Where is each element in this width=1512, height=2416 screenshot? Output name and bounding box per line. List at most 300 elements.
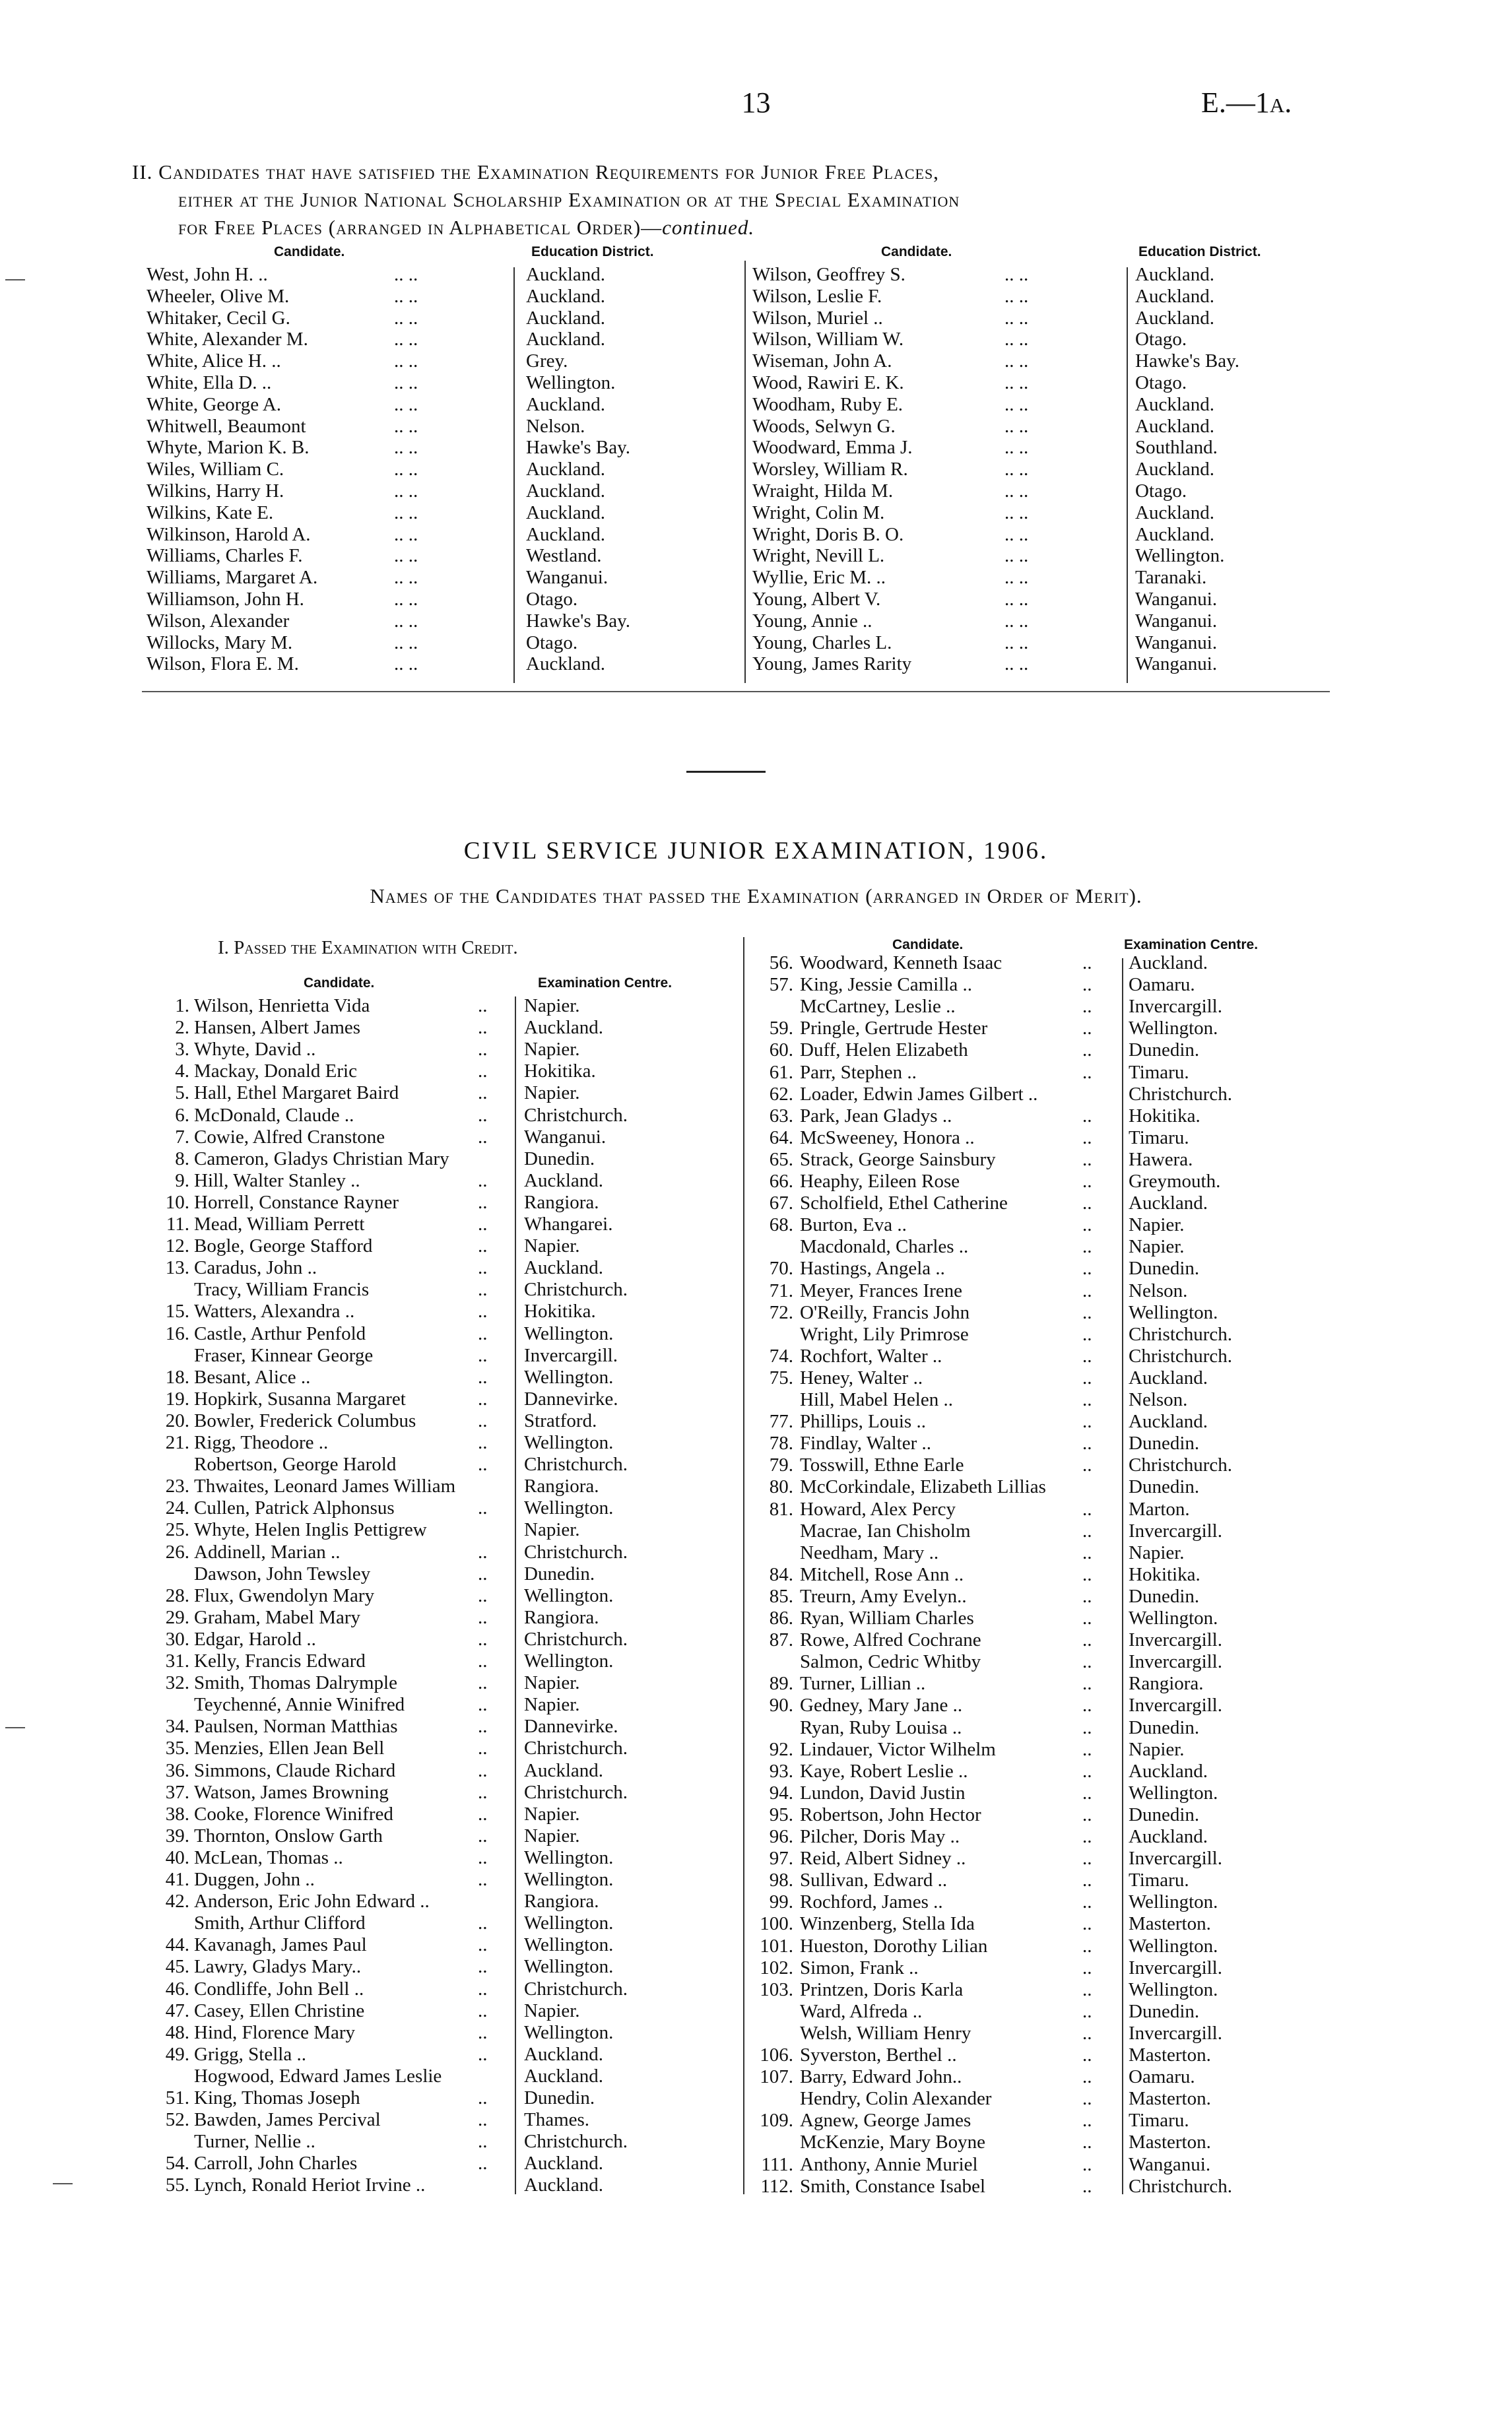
examination-centre: Invercargill. — [1129, 1651, 1222, 1673]
leader-dots: .. .. — [1004, 567, 1029, 589]
examination-centre: Timaru. — [1129, 1126, 1189, 1148]
candidate-name: Hill, Mabel Helen .. — [800, 1389, 953, 1410]
examination-centre: Auckland. — [524, 2043, 603, 2065]
candidate-name: Wheeler, Olive M. — [147, 285, 290, 307]
merit-row — [153, 2066, 734, 2087]
candidate-name: Winzenberg, Stella Ida — [800, 1913, 975, 1935]
merit-row — [752, 1018, 1333, 1039]
candidate-name: Horrell, Constance Rayner — [194, 1191, 399, 1213]
candidate-name: Wilkinson, Harold A. — [147, 523, 311, 545]
merit-number: 55. — [165, 2174, 189, 2196]
examination-centre: Christchurch. — [1129, 1345, 1233, 1367]
examination-centre: Napier. — [524, 2000, 580, 2021]
merit-number: 103. — [760, 1978, 793, 2000]
merit-row — [153, 1847, 734, 1869]
candidate-name: Hind, Florence Mary — [194, 2021, 356, 2043]
merit-row — [752, 974, 1333, 996]
leader-dots: .. — [1082, 1520, 1092, 1542]
candidate-name: Tosswill, Ethne Earle — [800, 1454, 964, 1476]
margin-mark — [5, 279, 25, 280]
leader-dots: .. — [478, 2021, 488, 2043]
candidate-name: Phillips, Louis .. — [800, 1411, 926, 1433]
candidate-name: Willocks, Mary M. — [147, 632, 293, 653]
merit-number: 87. — [769, 1629, 793, 1651]
candidate-name: Ward, Alfreda .. — [800, 2000, 923, 2022]
education-district: Otago. — [526, 632, 578, 653]
leader-dots: .. .. — [394, 372, 418, 393]
candidate-row — [752, 589, 1333, 610]
leader-dots: .. — [1082, 952, 1092, 973]
candidate-row — [147, 545, 727, 567]
candidate-row — [147, 286, 727, 308]
leader-dots: .. .. — [394, 264, 418, 285]
examination-centre: Invercargill. — [1129, 996, 1222, 1018]
heading-line-1: II. Candidates that have satisfied the Examination Requirements for Junior Free Places, — [132, 160, 939, 183]
candidate-name: Young, Albert V. — [752, 589, 881, 610]
merit-row — [153, 1912, 734, 1934]
candidate-name: White, Alice H. .. — [147, 350, 281, 372]
csj-subtitle: Names of the Candidates that passed the Examination (arranged in Order of Merit). — [370, 884, 1142, 907]
education-district: Taranaki. — [1135, 567, 1207, 589]
candidate-row — [147, 329, 727, 350]
candidate-name: O'Reilly, Francis John — [800, 1301, 970, 1323]
leader-dots: .. — [478, 1912, 488, 1934]
examination-centre: Stratford. — [524, 1410, 597, 1431]
candidate-name: Mead, William Perrett — [194, 1214, 365, 1235]
education-district: Nelson. — [526, 415, 585, 437]
education-district: Auckland. — [526, 523, 605, 545]
merit-number: 2. — [175, 1017, 189, 1039]
leader-dots: .. — [1082, 2022, 1092, 2044]
candidate-name: Syverston, Berthel .. — [800, 2044, 957, 2066]
merit-number: 64. — [769, 1126, 793, 1148]
candidate-name: Wood, Rawiri E. K. — [752, 372, 904, 393]
education-district: Westland. — [526, 545, 602, 567]
candidate-name: Salmon, Cedric Whitby — [800, 1651, 981, 1673]
education-district: Auckland. — [1135, 523, 1214, 545]
examination-centre: Invercargill. — [1129, 2022, 1222, 2044]
candidate-name: Flux, Gwendolyn Mary — [194, 1584, 375, 1606]
merit-row — [153, 2153, 734, 2174]
candidate-name: Whitwell, Beaumont — [147, 415, 306, 437]
leader-dots: .. — [478, 2153, 488, 2174]
candidate-name: Young, James Rarity — [752, 653, 912, 675]
education-district: Otago. — [1135, 480, 1187, 502]
examination-centre: Dunedin. — [524, 1148, 595, 1169]
merit-row — [153, 1388, 734, 1410]
examination-centre: Wellington. — [1129, 1301, 1218, 1323]
candidate-name: Besant, Alice .. — [194, 1366, 311, 1388]
merit-number: 79. — [769, 1454, 793, 1476]
examination-centre: Wanganui. — [524, 1126, 607, 1148]
examination-centre: Masterton. — [1129, 1913, 1211, 1935]
merit-number: 29. — [165, 1606, 189, 1628]
column-rule — [513, 267, 515, 683]
merit-number: 66. — [769, 1171, 793, 1192]
candidate-name: Wilkins, Harry H. — [147, 480, 284, 502]
merit-row — [153, 995, 734, 1017]
education-district: Auckland. — [1135, 459, 1214, 480]
candidate-name: Wilson, Flora E. M. — [147, 653, 299, 675]
merit-number: 3. — [175, 1039, 189, 1061]
candidate-name: Wilson, William W. — [752, 329, 904, 350]
merit-number: 85. — [769, 1585, 793, 1607]
leader-dots: .. .. — [394, 632, 418, 653]
leader-dots: .. — [478, 1934, 488, 1956]
examination-centre: Christchurch. — [524, 1541, 628, 1563]
examination-centre: Christchurch. — [524, 1104, 628, 1126]
examination-centre: Christchurch. — [524, 1978, 628, 2000]
leader-dots: .. — [478, 2087, 488, 2108]
leader-dots: .. — [1082, 1651, 1092, 1673]
merit-row — [752, 1476, 1333, 1498]
merit-number: 37. — [165, 1781, 189, 1803]
merit-number: 18. — [165, 1366, 189, 1388]
merit-number: 20. — [165, 1410, 189, 1431]
merit-row — [752, 1454, 1333, 1476]
candidate-name: Woodward, Emma J. — [752, 437, 913, 459]
merit-number: 86. — [769, 1608, 793, 1629]
candidate-row — [147, 459, 727, 480]
merit-number: 5. — [175, 1082, 189, 1104]
candidate-name: Turner, Lillian .. — [800, 1673, 926, 1695]
education-district: Auckland. — [526, 459, 605, 480]
candidate-name: Williamson, John H. — [147, 589, 304, 610]
merit-row — [752, 2176, 1333, 2198]
merit-row — [752, 1236, 1333, 1258]
leader-dots: .. — [478, 1869, 488, 1890]
merit-number: 94. — [769, 1782, 793, 1804]
merit-row — [153, 2174, 734, 2196]
merit-number: 52. — [165, 2109, 189, 2131]
examination-centre: Auckland. — [524, 1017, 603, 1039]
merit-number: 75. — [769, 1367, 793, 1388]
candidate-name: Menzies, Ellen Jean Bell — [194, 1738, 385, 1759]
leader-dots: .. — [1082, 1848, 1092, 1870]
leader-dots: .. — [1082, 1061, 1092, 1083]
merit-row — [752, 2066, 1333, 2088]
leader-dots: .. .. — [394, 459, 418, 480]
merit-row — [752, 1192, 1333, 1214]
merit-number: 1. — [175, 995, 189, 1016]
candidate-row — [752, 610, 1333, 632]
leader-dots: .. — [1082, 1760, 1092, 1782]
leader-dots: .. — [478, 1257, 488, 1279]
examination-centre: Hokitika. — [524, 1301, 596, 1322]
merit-row — [153, 1214, 734, 1235]
candidate-name: Wilson, Alexander — [147, 610, 290, 632]
examination-centre: Auckland. — [1129, 1760, 1208, 1782]
candidate-name: McCorkindale, Elizabeth Lillias — [800, 1476, 1046, 1498]
leader-dots: .. — [1082, 1870, 1092, 1891]
leader-dots: .. — [478, 1497, 488, 1519]
merit-row — [153, 1148, 734, 1170]
candidate-name: Condliffe, John Bell .. — [194, 1978, 364, 2000]
merit-row — [752, 1870, 1333, 1891]
merit-number: 98. — [769, 1870, 793, 1891]
col-header-candidate-left: Candidate. — [274, 244, 345, 259]
candidate-name: Whitaker, Cecil G. — [147, 307, 290, 329]
candidate-name: Wiles, William C. — [147, 459, 284, 480]
merit-row — [153, 1301, 734, 1322]
merit-row — [153, 1323, 734, 1345]
merit-number: 70. — [769, 1258, 793, 1280]
candidate-name: Young, Charles L. — [752, 632, 892, 653]
education-district: Auckland. — [526, 480, 605, 502]
examination-centre: Invercargill. — [524, 1344, 618, 1366]
merit-row — [752, 2110, 1333, 2132]
candidate-name: Park, Jean Gladys .. — [800, 1105, 952, 1126]
merit-row — [153, 1607, 734, 1629]
leader-dots: .. .. — [394, 653, 418, 675]
merit-number: 26. — [165, 1541, 189, 1563]
merit-number: 21. — [165, 1432, 189, 1453]
merit-row — [153, 1672, 734, 1694]
candidate-row — [147, 372, 727, 394]
leader-dots: .. .. — [394, 610, 418, 632]
examination-centre: Rangiora. — [524, 1891, 599, 1912]
examination-centre: Wellington. — [524, 1869, 614, 1890]
leader-dots: .. — [1082, 1629, 1092, 1651]
examination-centre: Wellington. — [1129, 1891, 1218, 1913]
merit-number: 56. — [769, 952, 793, 973]
examination-centre: Napier. — [524, 1519, 580, 1541]
examination-centre: Auckland. — [524, 2174, 603, 2196]
examination-centre: Wellington. — [524, 1584, 614, 1606]
merit-row — [752, 1258, 1333, 1280]
merit-number: 9. — [175, 1169, 189, 1191]
leader-dots: .. — [1082, 1301, 1092, 1323]
leader-dots: .. — [478, 1214, 488, 1235]
candidate-name: McCartney, Leslie .. — [800, 996, 956, 1018]
leader-dots: .. .. — [1004, 285, 1029, 307]
merit-row — [752, 1936, 1333, 1957]
examination-centre: Auckland. — [1129, 1411, 1208, 1433]
candidate-name: Rigg, Theodore .. — [194, 1432, 329, 1453]
merit-number: 106. — [760, 2044, 793, 2066]
candidate-name: Macrae, Ian Chisholm — [800, 1520, 971, 1542]
merit-row — [752, 2154, 1333, 2176]
merit-number: 34. — [165, 1716, 189, 1738]
examination-centre: Napier. — [1129, 1542, 1185, 1563]
examination-centre: Napier. — [524, 1694, 580, 1716]
education-district: Grey. — [526, 350, 568, 372]
merit-row — [153, 1760, 734, 1782]
candidate-name: McLean, Thomas .. — [194, 1846, 343, 1868]
merit-row — [752, 1848, 1333, 1870]
candidate-name: Dawson, John Tewsley — [194, 1563, 371, 1584]
leader-dots: .. — [1082, 1148, 1092, 1170]
merit-row — [752, 1039, 1333, 1061]
merit-row — [752, 1891, 1333, 1913]
merit-row — [752, 1324, 1333, 1346]
merit-row — [752, 2023, 1333, 2044]
examination-centre: Wellington. — [1129, 1018, 1218, 1039]
examination-centre: Auckland. — [1129, 1192, 1208, 1214]
merit-row — [153, 1934, 734, 1956]
merit-number: 62. — [769, 1083, 793, 1105]
examination-centre: Wellington. — [524, 1366, 614, 1388]
leader-dots: .. .. — [1004, 632, 1029, 653]
leader-dots: .. — [1082, 1891, 1092, 1913]
candidate-name: Whyte, Helen Inglis Pettigrew — [194, 1519, 427, 1541]
leader-dots: .. — [478, 1104, 488, 1126]
leader-dots: .. — [478, 1541, 488, 1563]
candidate-row — [752, 372, 1333, 394]
examination-centre: Napier. — [524, 1803, 580, 1825]
merit-row — [752, 2001, 1333, 2023]
leader-dots: .. — [1082, 1236, 1092, 1258]
series-code: E.—1a. — [1201, 86, 1292, 119]
csj-col-candidate-left: Candidate. — [304, 975, 375, 991]
merit-row — [752, 2088, 1333, 2110]
candidate-row — [752, 653, 1333, 675]
merit-number: 102. — [760, 1957, 793, 1978]
candidate-name: West, John H. .. — [147, 264, 268, 285]
merit-number: 23. — [165, 1476, 189, 1497]
candidate-row — [147, 394, 727, 416]
continued-note: continued. — [662, 216, 755, 239]
col-header-candidate-right: Candidate. — [881, 244, 952, 259]
leader-dots: .. — [478, 1759, 488, 1781]
candidate-name: Ryan, William Charles — [800, 1608, 974, 1629]
education-district: Auckland. — [526, 502, 605, 523]
examination-centre: Auckland. — [524, 1257, 603, 1279]
merit-row — [752, 1171, 1333, 1192]
leader-dots: .. — [1082, 2153, 1092, 2175]
examination-centre: Auckland. — [1129, 1367, 1208, 1388]
candidate-row — [752, 308, 1333, 329]
examination-centre: Invercargill. — [1129, 1629, 1222, 1651]
candidate-name: Young, Annie .. — [752, 610, 872, 632]
candidate-name: Teychenné, Annie Winifred — [194, 1694, 405, 1716]
candidate-row — [147, 653, 727, 675]
education-district: Wanganui. — [1135, 589, 1218, 610]
leader-dots: .. .. — [1004, 459, 1029, 480]
candidate-name: Wilson, Henrietta Vida — [194, 995, 370, 1016]
candidate-row — [147, 567, 727, 589]
col-header-district-left: Education District. — [531, 244, 654, 259]
leader-dots: .. — [478, 1628, 488, 1650]
candidate-name: Sullivan, Edward .. — [800, 1870, 948, 1891]
leader-dots: .. .. — [1004, 523, 1029, 545]
merit-row — [752, 2044, 1333, 2066]
page-number: 13 — [741, 86, 771, 119]
leader-dots: .. — [1082, 2000, 1092, 2022]
candidate-name: Caradus, John .. — [194, 1257, 317, 1279]
leader-dots: .. .. — [1004, 415, 1029, 437]
merit-row — [752, 1367, 1333, 1389]
candidate-name: White, Ella D. .. — [147, 372, 272, 393]
examination-centre: Wellington. — [524, 1497, 614, 1519]
leader-dots: .. — [1082, 2110, 1092, 2132]
examination-centre: Dunedin. — [1129, 1433, 1200, 1454]
candidate-name: Needham, Mary .. — [800, 1542, 939, 1563]
examination-centre: Wellington. — [524, 1934, 614, 1956]
candidate-name: Williams, Charles F. — [147, 545, 303, 567]
leader-dots: .. — [1082, 1563, 1092, 1585]
examination-centre: Dunedin. — [1129, 2000, 1200, 2022]
education-district: Auckland. — [1135, 307, 1214, 329]
merit-row — [153, 1410, 734, 1432]
leader-dots: .. — [478, 1956, 488, 1978]
leader-dots: .. — [1082, 2132, 1092, 2153]
candidate-name: McKenzie, Mary Boyne — [800, 2132, 986, 2153]
csj-col-centre-left: Examination Centre. — [538, 975, 673, 991]
leader-dots: .. — [478, 1344, 488, 1366]
leader-dots: .. .. — [1004, 480, 1029, 502]
leader-dots: .. — [478, 1017, 488, 1039]
section-divider — [686, 771, 766, 773]
merit-number: 16. — [165, 1322, 189, 1344]
candidate-name: Scholfield, Ethel Catherine — [800, 1192, 1008, 1214]
candidate-name: Wilkins, Kate E. — [147, 502, 274, 523]
leader-dots: .. — [1082, 1018, 1092, 1039]
candidate-name: Whyte, Marion K. B. — [147, 437, 310, 459]
examination-centre: Dunedin. — [1129, 1585, 1200, 1607]
examination-centre: Rangiora. — [1129, 1673, 1204, 1695]
candidate-name: Cooke, Florence Winifred — [194, 1803, 393, 1825]
leader-dots: .. — [1082, 2175, 1092, 2197]
leader-dots: .. — [1082, 1673, 1092, 1695]
candidate-name: Hall, Ethel Margaret Baird — [194, 1082, 399, 1104]
merit-row — [752, 1608, 1333, 1629]
merit-number: 61. — [769, 1061, 793, 1083]
candidate-row — [752, 524, 1333, 546]
leader-dots: .. — [1082, 1367, 1092, 1388]
leader-dots: .. — [1082, 1913, 1092, 1935]
examination-centre: Masterton. — [1129, 2044, 1211, 2066]
examination-centre: Napier. — [524, 1082, 580, 1104]
merit-number: 81. — [769, 1498, 793, 1520]
merit-row — [153, 1891, 734, 1912]
education-district: Auckland. — [526, 264, 605, 285]
leader-dots: .. — [1082, 2044, 1092, 2066]
leader-dots: .. — [478, 1825, 488, 1846]
examination-centre: Nelson. — [1129, 1280, 1188, 1301]
leader-dots: .. — [1082, 1782, 1092, 1804]
leader-dots: .. — [1082, 1433, 1092, 1454]
merit-row — [752, 2132, 1333, 2153]
candidate-name: Whyte, David .. — [194, 1039, 316, 1061]
candidate-name: McSweeney, Honora .. — [800, 1126, 975, 1148]
leader-dots: .. — [1082, 1826, 1092, 1847]
candidate-name: Graham, Mabel Mary — [194, 1606, 361, 1628]
merit-number: 7. — [175, 1126, 189, 1148]
csj-col-candidate-right: Candidate. — [892, 937, 964, 952]
merit-row — [752, 1739, 1333, 1761]
education-district: Auckland. — [1135, 502, 1214, 523]
merit-row — [153, 1978, 734, 2000]
merit-row — [752, 1913, 1333, 1935]
education-district: Wanganui. — [526, 567, 608, 589]
candidate-name: Watson, James Browning — [194, 1781, 389, 1803]
merit-number: 41. — [165, 1869, 189, 1890]
leader-dots: .. — [1082, 1957, 1092, 1978]
merit-number: 35. — [165, 1738, 189, 1759]
candidate-row — [752, 567, 1333, 589]
merit-row — [153, 1825, 734, 1847]
merit-row — [153, 1694, 734, 1716]
examination-centre: Christchurch. — [1129, 1454, 1233, 1476]
leader-dots: .. .. — [1004, 502, 1029, 523]
candidate-name: Pringle, Gertrude Hester — [800, 1018, 988, 1039]
examination-centre: Rangiora. — [524, 1191, 599, 1213]
leader-dots: .. — [478, 2000, 488, 2021]
candidate-row — [752, 632, 1333, 654]
merit-number: 71. — [769, 1280, 793, 1301]
merit-number: 57. — [769, 974, 793, 996]
